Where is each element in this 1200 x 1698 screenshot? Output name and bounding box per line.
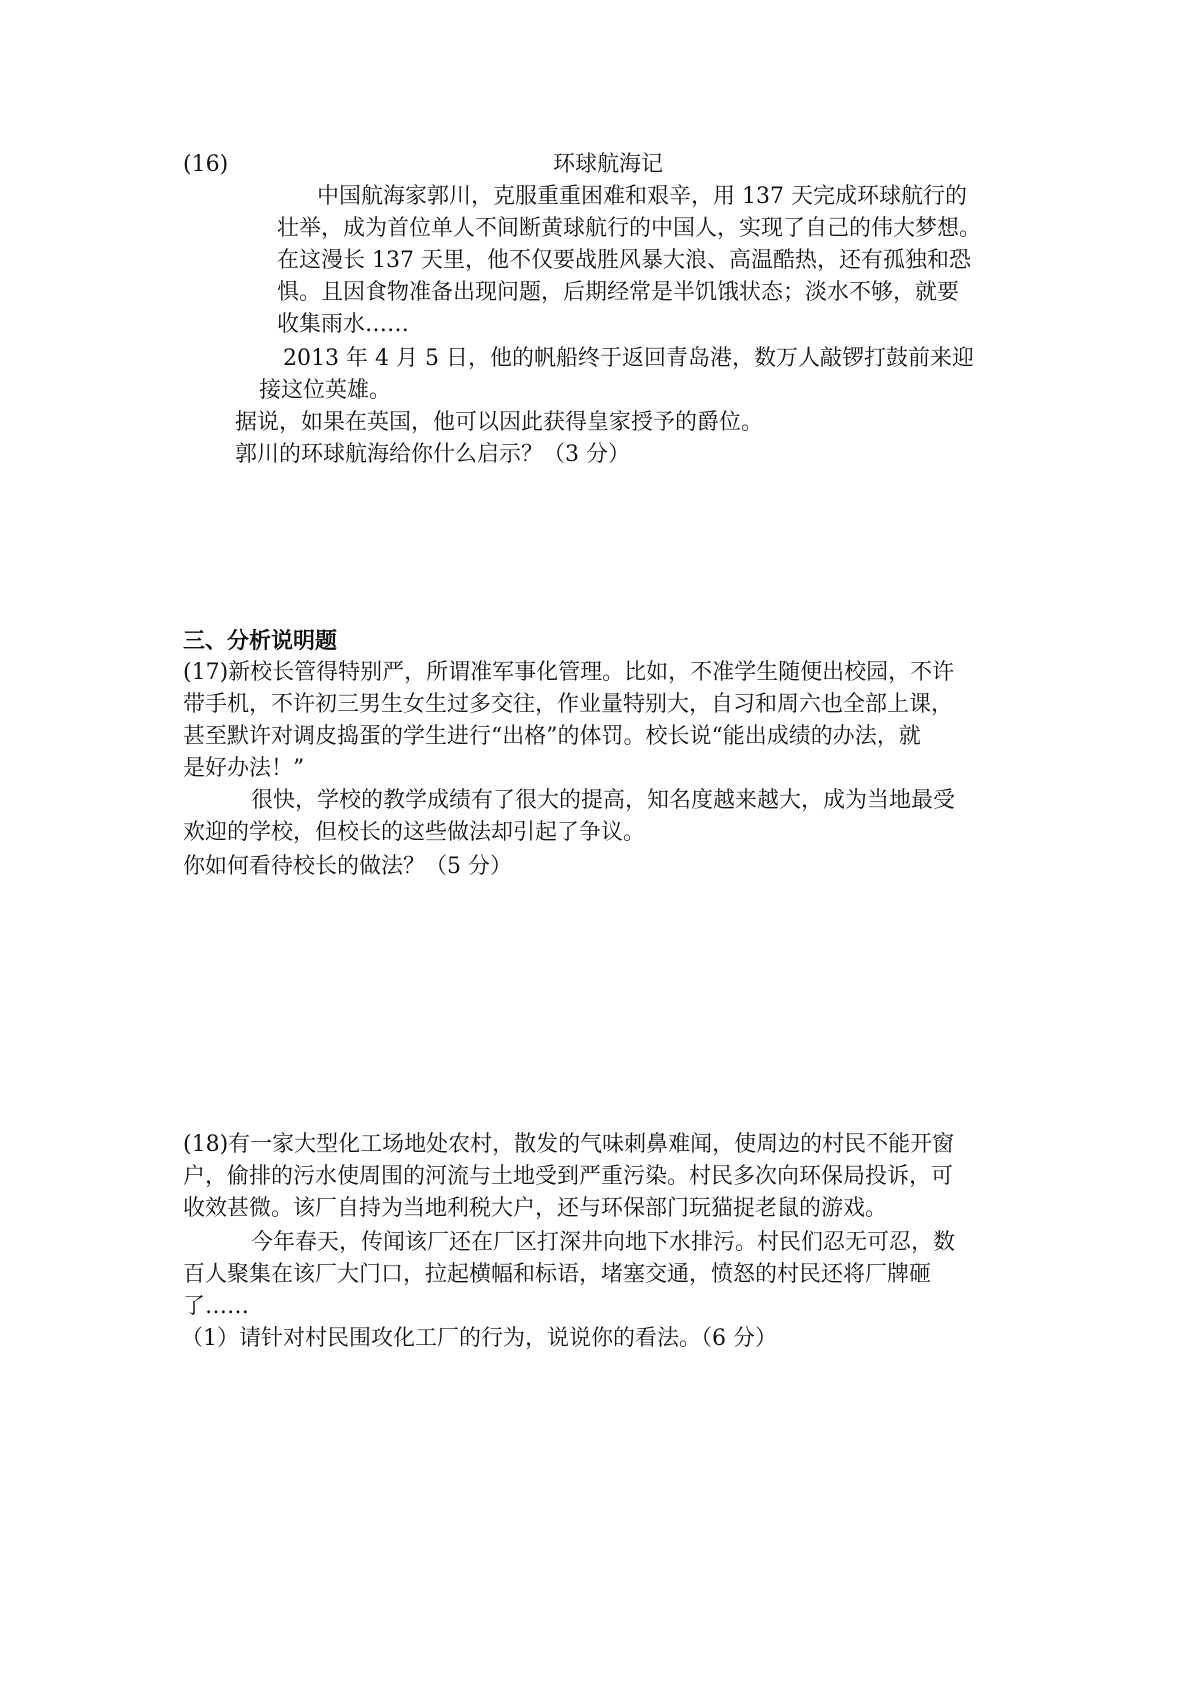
q17-question: 你如何看待校长的做法？（5 分）: [183, 854, 512, 879]
q16-line-6: 2013 年 4 月 5 日，他的帆船终于返回青岛港，数万人敲锣打鼓前来迎: [283, 346, 974, 371]
q16-line-2: 壮举，成为首位单人不间断黄球航行的中国人，实现了自己的伟大梦想。: [277, 216, 982, 241]
q16-line-4: 惧。且因食物准备出现问题，后期经常是半饥饿状态；淡水不够，就要: [277, 280, 960, 305]
q16-line-3: 在这漫长 137 天里，他不仅要战胜风暴大浪、高温酷热，还有孤独和恐: [277, 248, 971, 273]
q18-line-4: 今年春天，传闻该厂还在厂区打深井向地下水排污。村民们忍无可忍，数: [251, 1230, 956, 1255]
q17-line-2: 带手机，不许初三男生女生过多交往，作业量特别大，自习和周六也全部上课，: [183, 692, 954, 717]
q18-question: （1）请针对村民围攻化工厂的行为，说说你的看法。（6 分）: [181, 1326, 777, 1351]
q18-line-5: 百人聚集在该厂大门口，拉起横幅和标语，堵塞交通，愤怒的村民还将厂牌砸: [183, 1262, 932, 1287]
q18-line-2: 户，偷排的污水使周围的河流与土地受到严重污染。村民多次向环保局投诉，可: [183, 1164, 954, 1189]
q16-number: (16): [183, 152, 229, 177]
q17-line-6: 欢迎的学校，但校长的这些做法却引起了争议。: [183, 820, 646, 845]
q16-title: 环球航海记: [553, 152, 664, 177]
section-heading: 三、分析说明题: [183, 628, 338, 654]
q17-line-1: (17)新校长管得特别严，所谓准军事化管理。比如，不准学生随便出校园，不许: [183, 660, 955, 685]
q16-line-7: 接这位英雄。: [259, 378, 392, 403]
q17-line-3: 甚至默许对调皮捣蛋的学生进行“出格”的体罚。校长说“能出成绩的办法，就: [183, 724, 921, 749]
q18-line-3: 收效甚微。该厂自持为当地利税大户，还与环保部门玩猫捉老鼠的游戏。: [183, 1196, 888, 1221]
q16-question: 郭川的环球航海给你什么启示？（3 分）: [235, 442, 630, 467]
q17-line-4: 是好办法！”: [183, 756, 305, 781]
q18-line-1: (18)有一家大型化工场地处农村，散发的气味刺鼻难闻，使周边的村民不能开窗: [183, 1132, 955, 1157]
q18-line-6: 了……: [183, 1294, 250, 1319]
q16-line-1: 中国航海家郭川，克服重重困难和艰辛，用 137 天完成环球航行的: [317, 184, 967, 209]
q16-line-8: 据说，如果在英国，他可以因此获得皇家授予的爵位。: [235, 410, 764, 435]
q17-line-5: 很快，学校的教学成绩有了很大的提高，知名度越来越大，成为当地最受: [251, 788, 956, 813]
q16-line-5: 收集雨水……: [277, 312, 410, 337]
